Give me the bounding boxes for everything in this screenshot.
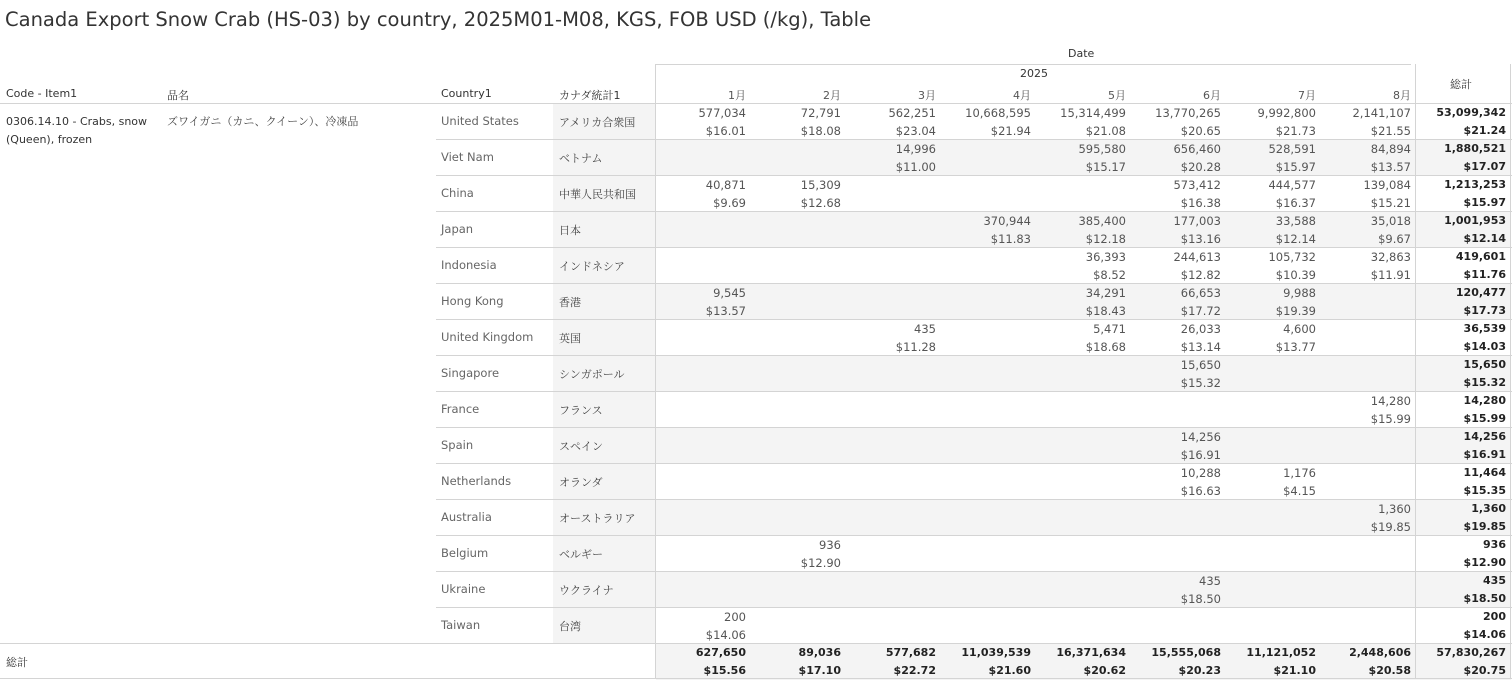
item-code: 0306.14.10 - Crabs, snow (Queen), frozen [6,115,148,146]
price-cell: $16.91 [1463,448,1506,461]
quantity-cell: 1,360 [1378,502,1411,516]
price-cell: $19.85 [1370,520,1411,534]
country-jp-label: ウクライナ [559,584,614,597]
country-label: United States [441,114,519,128]
row-band [656,356,1511,391]
price-cell: $18.50 [1180,592,1221,606]
quantity-cell: 1,880,521 [1444,142,1506,155]
month-header: 4月 [1013,89,1031,102]
grand-total-quantity: 577,682 [885,646,936,659]
price-cell: $19.39 [1275,304,1316,318]
grand-total-price: $15.56 [703,664,746,677]
price-cell: $21.55 [1370,124,1411,138]
quantity-cell: 35,018 [1370,214,1411,228]
country-label: Belgium [441,546,489,560]
quantity-cell: 9,988 [1283,286,1316,300]
price-cell: $21.94 [990,124,1031,138]
row-divider [436,607,1512,608]
price-cell: $23.04 [895,124,936,138]
row-divider [436,571,1512,572]
country-label: France [441,402,480,416]
country-jp-label: インドネシア [559,260,625,273]
quantity-cell: 15,314,499 [1060,106,1126,120]
price-cell: $12.90 [1463,556,1506,569]
quantity-cell: 200 [1483,610,1506,623]
quantity-cell: 562,251 [888,106,936,120]
quantity-cell: 14,256 [1463,430,1506,443]
quantity-cell: 105,732 [1268,250,1316,264]
quantity-cell: 936 [1483,538,1506,551]
year-header: 2025 [1020,67,1048,80]
quantity-cell: 14,256 [1180,430,1221,444]
country-jp-label: 香港 [559,296,581,309]
price-cell: $13.57 [1370,160,1411,174]
quantity-cell: 573,412 [1173,178,1221,192]
price-cell: $15.32 [1463,376,1506,389]
quantity-cell: 66,653 [1180,286,1221,300]
price-cell: $15.32 [1180,376,1221,390]
row-divider [436,283,1512,284]
month-header: 6月 [1203,89,1221,102]
quantity-cell: 53,099,342 [1436,106,1506,119]
month-header: 7月 [1298,89,1316,102]
quantity-cell: 435 [1199,574,1221,588]
month-header: 2月 [823,89,841,102]
price-cell: $18.68 [1085,340,1126,354]
price-cell: $16.38 [1180,196,1221,210]
quantity-cell: 32,863 [1370,250,1411,264]
price-cell: $9.69 [713,196,746,210]
price-cell: $16.91 [1180,448,1221,462]
row-band [656,572,1511,607]
price-cell: $15.17 [1085,160,1126,174]
total-column-border [1415,64,1416,679]
price-cell: $11.00 [895,160,936,174]
row-divider [436,427,1512,428]
price-cell: $20.65 [1180,124,1221,138]
price-cell: $12.14 [1275,232,1316,246]
price-cell: $13.57 [705,304,746,318]
quantity-cell: 26,033 [1180,322,1221,336]
row-divider [436,355,1512,356]
price-cell: $12.90 [800,556,841,570]
grand-total-label: 総計 [6,656,28,669]
country-label: Ukraine [441,582,486,596]
table-right-border [1510,64,1511,679]
price-cell: $4.15 [1283,484,1316,498]
quantity-cell: 36,393 [1085,250,1126,264]
quantity-cell: 14,280 [1463,394,1506,407]
price-cell: $11.83 [990,232,1031,246]
quantity-cell: 370,944 [983,214,1031,228]
quantity-cell: 9,992,800 [1257,106,1316,120]
grand-total-price: $21.60 [988,664,1031,677]
quantity-cell: 5,471 [1093,322,1126,336]
price-cell: $14.06 [705,628,746,642]
total-header: 総計 [1450,78,1472,91]
country-label: Spain [441,438,474,452]
country-jp-label: スペイン [559,440,603,453]
price-cell: $17.07 [1463,160,1506,173]
quantity-cell: 36,539 [1463,322,1506,335]
price-cell: $18.08 [800,124,841,138]
country-label: Singapore [441,366,500,380]
country-jp-label: オーストラリア [559,512,636,525]
price-cell: $16.37 [1275,196,1316,210]
price-cell: $19.85 [1463,520,1506,533]
date-header: Date [1068,47,1095,60]
price-cell: $11.76 [1463,268,1506,281]
header-divider [656,64,1411,65]
price-cell: $9.67 [1378,232,1411,246]
quantity-cell: 33,588 [1275,214,1316,228]
quantity-cell: 595,580 [1078,142,1126,156]
grand-total-quantity: 627,650 [695,646,746,659]
quantity-cell: 34,291 [1085,286,1126,300]
quantity-cell: 72,791 [800,106,841,120]
quantity-cell: 1,001,953 [1444,214,1506,227]
price-cell: $12.68 [800,196,841,210]
price-cell: $17.72 [1180,304,1221,318]
quantity-cell: 577,034 [698,106,746,120]
quantity-cell: 14,280 [1370,394,1411,408]
quantity-cell: 385,400 [1078,214,1126,228]
grand-total-quantity: 2,448,606 [1349,646,1411,659]
price-cell: $16.63 [1180,484,1221,498]
country-jp-label: 中華人民共和国 [559,188,636,201]
grand-total-quantity: 11,121,052 [1246,646,1316,659]
code-item-header: Code - Item1 [6,87,78,100]
price-cell: $10.39 [1275,268,1316,282]
price-cell: $13.14 [1180,340,1221,354]
grand-total-price: $22.72 [893,664,936,677]
grand-total-price: $21.10 [1273,664,1316,677]
quantity-cell: 14,996 [895,142,936,156]
quantity-cell: 444,577 [1268,178,1316,192]
price-cell: $15.99 [1370,412,1411,426]
quantity-cell: 15,650 [1463,358,1506,371]
grand-total-price: $20.58 [1368,664,1411,677]
quantity-cell: 84,894 [1370,142,1411,156]
country-jp-label: 英国 [559,332,581,345]
country-label: Japan [441,222,474,236]
quantity-cell: 4,600 [1283,322,1316,336]
price-cell: $18.50 [1463,592,1506,605]
item-name-jp: ズワイガニ（カニ、クイーン）、冷凍品 [167,115,359,128]
row-divider [436,463,1512,464]
quantity-cell: 10,288 [1180,466,1221,480]
price-cell: $14.06 [1463,628,1506,641]
month-header: 5月 [1108,89,1126,102]
quantity-cell: 419,601 [1455,250,1506,263]
grand-total-quantity: 11,039,539 [961,646,1031,659]
row-divider [436,535,1512,536]
country-jp-label: アメリカ合衆国 [559,116,636,129]
price-cell: $15.35 [1463,484,1506,497]
grand-total-price: $17.10 [798,664,841,677]
price-cell: $20.28 [1180,160,1221,174]
quantity-cell: 200 [724,610,746,624]
row-divider [436,319,1512,320]
quantity-cell: 10,668,595 [965,106,1031,120]
canada-stat-header: カナダ統計1 [559,89,621,102]
country-label: Viet Nam [441,150,494,164]
quantity-cell: 435 [1483,574,1506,587]
price-cell: $11.91 [1370,268,1411,282]
price-cell: $8.52 [1093,268,1126,282]
country-label: Netherlands [441,474,512,488]
price-cell: $18.43 [1085,304,1126,318]
country-jp-label: 日本 [559,224,581,237]
quantity-cell: 139,084 [1363,178,1411,192]
price-cell: $12.82 [1180,268,1221,282]
grand-total-price: $20.23 [1178,664,1221,677]
quantity-cell: 1,360 [1471,502,1506,515]
page-title: Canada Export Snow Crab (HS-03) by country, 2025M01-M08, KGS, FOB USD (/kg), Table [5,8,872,31]
price-cell: $11.28 [895,340,936,354]
grand-total-quantity: 57,830,267 [1436,646,1506,659]
price-cell: $21.08 [1085,124,1126,138]
price-cell: $12.14 [1463,232,1506,245]
country-label: Australia [441,510,492,524]
price-cell: $21.73 [1275,124,1316,138]
grand-total-price: $20.62 [1083,664,1126,677]
quantity-cell: 177,003 [1173,214,1221,228]
month-grid-left-border [655,64,656,679]
grand-total-price: $20.75 [1463,664,1506,677]
price-cell: $13.77 [1275,340,1316,354]
price-cell: $15.97 [1463,196,1506,209]
quantity-cell: 244,613 [1173,250,1221,264]
country-label: China [441,186,474,200]
price-cell: $12.18 [1085,232,1126,246]
price-cell: $16.01 [705,124,746,138]
quantity-cell: 120,477 [1455,286,1506,299]
price-cell: $15.99 [1463,412,1506,425]
grand-total-quantity: 15,555,068 [1151,646,1221,659]
quantity-cell: 15,650 [1180,358,1221,372]
country-jp-label: シンガポール [559,368,625,381]
country-label: Indonesia [441,258,497,272]
price-cell: $14.03 [1463,340,1506,353]
quantity-cell: 15,309 [800,178,841,192]
price-cell: $13.16 [1180,232,1221,246]
country-jp-label: ベルギー [559,548,603,561]
quantity-cell: 435 [914,322,936,336]
country-jp-label: オランダ [559,476,603,489]
country-jp-label: フランス [559,404,603,417]
month-header: 8月 [1393,89,1411,102]
quantity-cell: 528,591 [1268,142,1316,156]
price-cell: $17.73 [1463,304,1506,317]
country-label: Hong Kong [441,294,504,308]
quantity-cell: 936 [819,538,841,552]
price-cell: $15.97 [1275,160,1316,174]
quantity-cell: 1,176 [1283,466,1316,480]
country-label: United Kingdom [441,330,534,344]
grand-total-quantity: 89,036 [798,646,841,659]
grand-total-quantity: 16,371,634 [1056,646,1126,659]
hinmei-header: 品名 [167,89,189,102]
quantity-cell: 656,460 [1173,142,1221,156]
price-cell: $15.21 [1370,196,1411,210]
month-header: 3月 [918,89,936,102]
table-bottom-line [0,678,1512,679]
quantity-cell: 11,464 [1463,466,1506,479]
quantity-cell: 40,871 [705,178,746,192]
country-label: Taiwan [441,618,481,632]
quantity-cell: 2,141,107 [1352,106,1411,120]
country-jp-label: 台湾 [559,620,581,633]
quantity-cell: 9,545 [713,286,746,300]
price-cell: $21.24 [1463,124,1506,137]
row-band [656,428,1511,463]
month-header: 1月 [728,89,746,102]
quantity-cell: 13,770,265 [1155,106,1221,120]
quantity-cell: 1,213,253 [1444,178,1506,191]
country-jp-label: ベトナム [559,152,603,165]
country-header: Country1 [441,87,492,100]
